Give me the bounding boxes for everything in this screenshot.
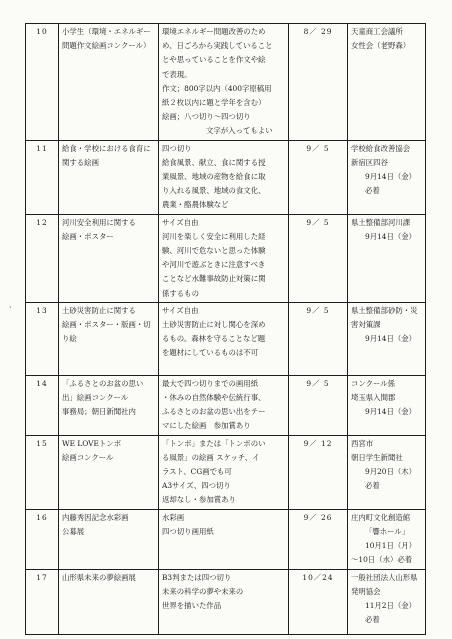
contact-line: 西宮市 (351, 438, 374, 448)
deadline-text: 9／ 5 (306, 217, 330, 227)
content-line: ・休みの自然体験や伝統行事、 (162, 393, 266, 403)
name-line: 土砂災害防止に関する (62, 305, 136, 315)
content-line: や河川で遊ぶときに注意すべき (162, 260, 266, 270)
contest-name (59, 509, 159, 569)
content-line: ふるさとのお盆の思い出をテー (162, 407, 266, 417)
table-row (26, 214, 426, 302)
entry-number (26, 302, 59, 375)
content-line: 農業・酪農体験など (162, 200, 229, 210)
content-line: 験、河川で危ないと思った体験 (162, 246, 266, 256)
submission-contact (348, 569, 426, 634)
name-line: 河川安全利用に関する (62, 217, 136, 227)
deadline-text: 8／ 29 (303, 27, 333, 36)
table-row (26, 509, 426, 569)
contest-name (59, 435, 159, 509)
contest-requirements (159, 302, 289, 375)
name-line: 事務局；朝日新聞社内 (62, 407, 136, 417)
contact-line: 天童商工会議所 (351, 27, 403, 36)
submission-contact (348, 302, 426, 375)
content-line: 河川を楽しく安全に利用した経 (162, 231, 266, 241)
entry-number-text: 11 (36, 143, 48, 153)
contact-line: コンクール係 (351, 378, 396, 388)
submission-contact (348, 24, 426, 141)
contact-line: 必着 (365, 481, 380, 491)
name-line: 公募展 (62, 526, 85, 536)
name-line: 小学生（環境・エネルギー (62, 27, 151, 36)
entry-number-text: 10 (36, 27, 48, 36)
content-line: ことなど水難事故防止対策に関 (162, 274, 266, 284)
content-line: め、日ごろから実践していること (162, 41, 273, 51)
contact-line: 庄内町文化創造館 (351, 512, 411, 522)
deadline-text: 9／ 26 (303, 512, 333, 522)
deadline-text: 9／ 5 (306, 305, 330, 315)
content-line: 給食風景、献立、食に関する授 (162, 157, 266, 167)
content-line: を題材にしているものは不可 (162, 348, 259, 358)
contact-line: 10月1日（月） (365, 541, 417, 551)
submission-contact (348, 509, 426, 569)
contest-name (59, 375, 159, 435)
entry-number (26, 24, 59, 141)
content-line: 世界を描いた作品 (162, 600, 222, 610)
content-line: 文字が入ってもよい (206, 126, 273, 136)
deadline-date (289, 569, 348, 634)
contest-name (59, 140, 159, 214)
content-line: 係するもの (162, 288, 199, 298)
name-line: WE LOVEトンボ (62, 438, 122, 448)
contact-line: 9月14日（金） (365, 231, 417, 241)
entry-number-text: 12 (36, 217, 48, 227)
contact-line: 県土整備部河川課 (351, 217, 411, 227)
content-line: とや思っていることを作文や絵 (162, 55, 266, 65)
content-line: で表現。 (162, 69, 192, 79)
content-line: り入れる風景、地域の食文化、 (162, 186, 266, 196)
deadline-text: 9／ 5 (306, 143, 330, 153)
content-line: A3サイズ、四つ切り (162, 481, 231, 491)
contest-requirements (159, 214, 289, 302)
deadline-text: 10／24 (302, 572, 334, 582)
content-line: 返却なし・参加賞あり (162, 495, 236, 505)
contact-line: 発明協会 (351, 586, 381, 596)
margin-mark: 、 (9, 301, 16, 309)
content-line: 「トンボ」または「トンボのい (162, 438, 266, 448)
name-line: 関する絵画 (62, 157, 99, 167)
name-line: 出」絵画コンクール (62, 393, 129, 403)
contact-line: 9月20日（木） (365, 467, 417, 477)
submission-contact (348, 214, 426, 302)
name-line: 問題作文絵画コンクール） (62, 41, 151, 51)
contact-line: 必着 (365, 615, 380, 625)
content-line: 水彩画 (162, 512, 185, 522)
table-row (26, 435, 426, 509)
table-row (26, 24, 426, 141)
contest-requirements (159, 24, 289, 141)
contest-requirements (159, 569, 289, 634)
name-line: 絵画コンクール (62, 452, 114, 462)
entry-number (26, 509, 59, 569)
contact-line: 9月14日（金） (365, 172, 417, 182)
contact-line: 9月14日（金） (365, 407, 417, 417)
content-line: 四つ切り画用紙 (162, 526, 214, 536)
deadline-date (289, 375, 348, 435)
name-line: 絵画・ポスター・版画・切 (62, 320, 151, 330)
contest-requirements (159, 509, 289, 569)
name-line: 絵画・ポスター (62, 231, 114, 241)
contact-line: 県土整備部砂防・災 (351, 305, 418, 315)
name-line: 内藤秀因記念水彩画 (62, 512, 129, 522)
content-line: 絵画；八つ切り～四つ切り (162, 112, 251, 122)
contest-requirements (159, 140, 289, 214)
contact-line: 埼玉県入間郡 (351, 393, 396, 403)
contact-line: 11月2日（金） (365, 600, 417, 610)
contest-name (59, 214, 159, 302)
submission-contact (348, 435, 426, 509)
contest-requirements (159, 435, 289, 509)
content-line: 作文；800字以内（400字原稿用 (162, 83, 272, 93)
deadline-date (289, 214, 348, 302)
contest-table (25, 23, 426, 635)
name-line: 山形県未来の夢絵画展 (62, 572, 136, 582)
entry-number (26, 140, 59, 214)
entry-number-text: 13 (36, 305, 48, 315)
content-line: サイズ自由 (162, 305, 199, 315)
table-row (26, 302, 426, 375)
content-line: サイズ自由 (162, 217, 199, 227)
contest-name (59, 24, 159, 141)
name-line: 給食・学校における食育に (62, 143, 151, 153)
content-line: る風景」の絵画 スケッチ、イ (162, 452, 260, 462)
entry-number (26, 214, 59, 302)
content-line: 最大で四つ切りまでの画用紙 (162, 378, 259, 388)
entry-number (26, 569, 59, 634)
deadline-date (289, 24, 348, 141)
name-line: り絵 (62, 334, 77, 344)
contact-line: 「響ホール」 (365, 526, 410, 536)
entry-number-text: 15 (36, 438, 48, 448)
deadline-text: 9／ 5 (306, 378, 330, 388)
content-line: 環境エネルギー問題改善のため (162, 27, 266, 36)
contact-line: 一般社団法人山形県 (351, 572, 418, 582)
deadline-date (289, 140, 348, 214)
contact-line: 新宿区四谷 (351, 157, 388, 167)
contact-line: 女性会（老野森） (351, 41, 411, 51)
content-line: ラスト、CG画でも可 (162, 467, 232, 477)
contest-name (59, 302, 159, 375)
content-line: マにした絵画 参加賞あり (162, 421, 251, 431)
table-row (26, 375, 426, 435)
content-line: 紙２枚以内に題と学年を含む） (162, 98, 266, 108)
table-row (26, 140, 426, 214)
deadline-text: 9／ 12 (303, 438, 333, 448)
contact-line: 害対策課 (351, 320, 381, 330)
deadline-date (289, 435, 348, 509)
entry-number-text: 14 (36, 378, 48, 388)
contact-line: 必着 (365, 186, 380, 196)
content-line: B3判または四つ切り (162, 572, 232, 582)
submission-contact (348, 140, 426, 214)
content-line: 四つ切り (162, 143, 192, 153)
deadline-date (289, 509, 348, 569)
content-line: 未来の科学の夢や未来の (162, 586, 244, 596)
table-row (26, 569, 426, 634)
contest-requirements (159, 375, 289, 435)
entry-number (26, 375, 59, 435)
name-line: 「ふるさとのお盆の思い (62, 378, 144, 388)
content-line: 業風景、地域の産物を給食に取 (162, 172, 266, 182)
contact-line: 学校給食改善協会 (351, 143, 411, 153)
content-line: 土砂災害防止に対し関心を深め (162, 320, 266, 330)
deadline-date (289, 302, 348, 375)
entry-number-text: 17 (36, 572, 48, 582)
contact-line: 朝日学生新聞社 (351, 452, 403, 462)
submission-contact (348, 375, 426, 435)
entry-number (26, 435, 59, 509)
contest-name (59, 569, 159, 634)
contact-line: ～10日（水）必着 (351, 555, 413, 565)
entry-number-text: 16 (36, 512, 48, 522)
contact-line: 9月14日（金） (365, 334, 417, 344)
content-line: るもの。森林を守ることなど題 (162, 334, 266, 344)
